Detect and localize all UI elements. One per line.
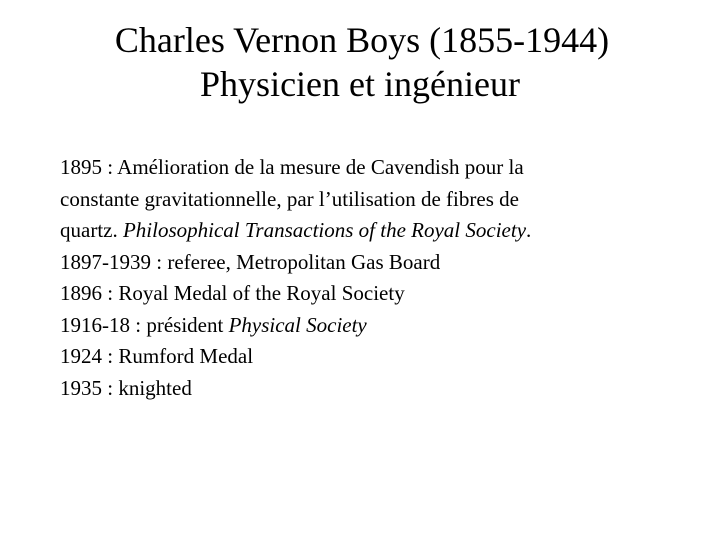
entry-1895-line-1: 1895 : Amélioration de la mesure de Cavendish pour la xyxy=(60,155,524,179)
title-line-name: Charles Vernon Boys (1855-1944) xyxy=(114,20,610,60)
entry-1895-line-3-period: . xyxy=(526,218,532,242)
timeline-entry-1935: 1935 : knighted xyxy=(60,375,192,400)
journal-title: Philosophical Transactions of the Royal Society xyxy=(122,218,527,242)
timeline-entry-1896: 1896 : Royal Medal of the Royal Society xyxy=(60,281,405,305)
entry-1895-line-3 xyxy=(60,215,700,247)
entry-1895-line-2: constante gravitationnelle, par l’utilisation de fibres de xyxy=(60,186,519,211)
timeline-entry-1895 xyxy=(60,152,700,247)
society-name: Physical Society xyxy=(228,312,367,337)
slide-title xyxy=(0,18,720,106)
timeline-entry-1897: 1897-1939 : referee, Metropolitan Gas Board xyxy=(60,249,441,274)
timeline-list xyxy=(60,152,700,404)
entry-1895-line-3-text: quartz. xyxy=(60,218,123,242)
timeline-entry-1924: 1924 : Rumford Medal xyxy=(60,344,254,368)
title-line-profession: Physicien et ingénieur xyxy=(200,64,520,104)
timeline-entry-1916 xyxy=(60,310,700,342)
entry-1916-text: 1916-18 : président xyxy=(60,312,229,337)
